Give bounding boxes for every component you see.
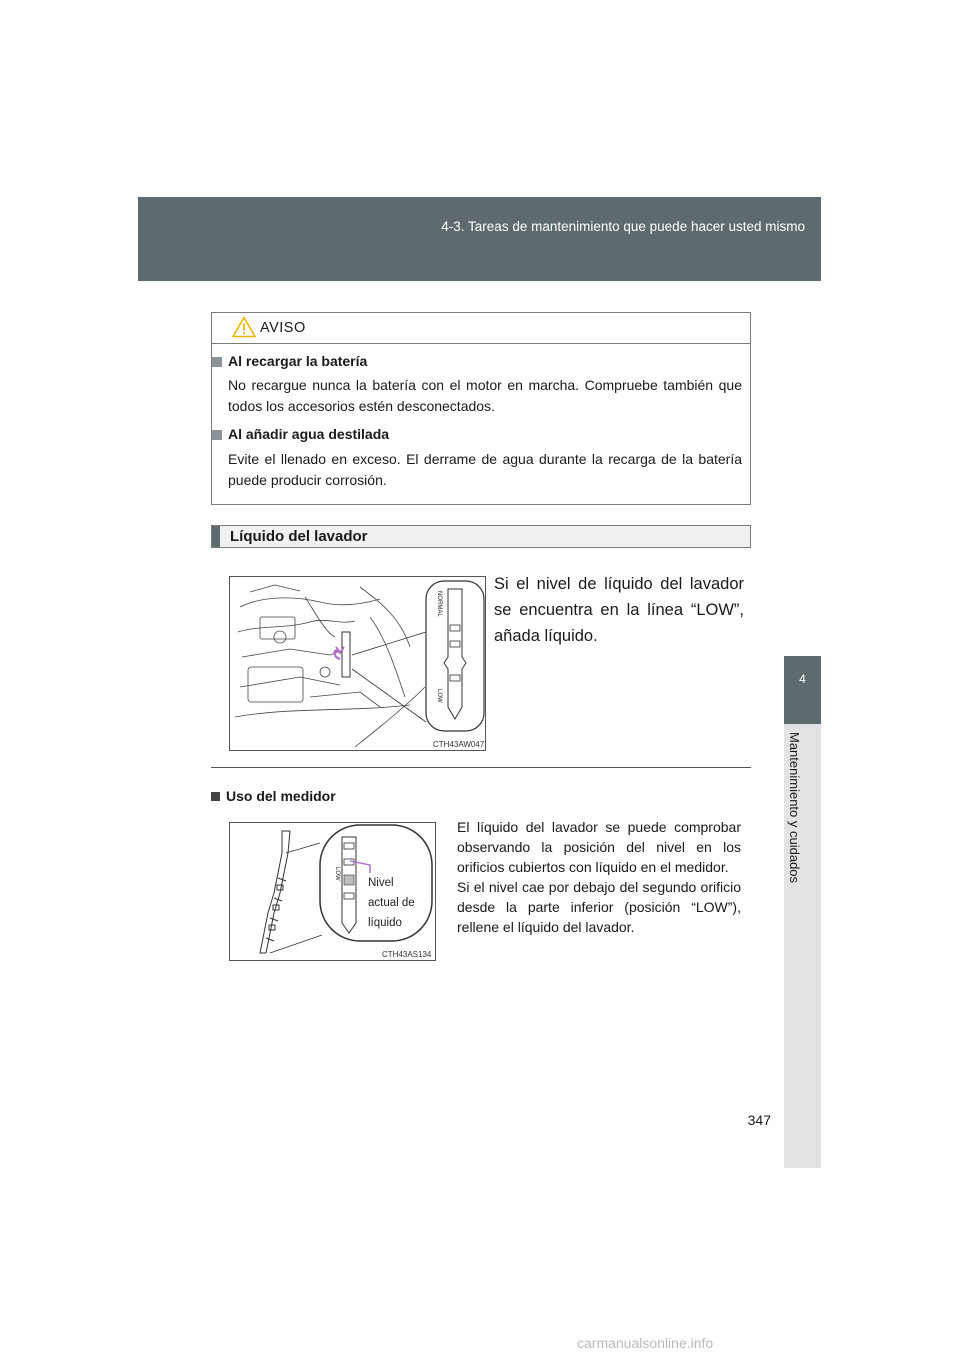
page-number: 347 [747,1112,771,1128]
gauge-level-label: Nivel actual de líquido [368,877,415,929]
figure-code: CTH43AS134 [382,950,432,959]
section-divider [211,767,751,768]
title-accent [212,526,220,547]
square-bullet-icon [212,430,222,440]
chapter-tab [784,656,821,724]
section-title: Líquido del lavador [230,528,368,545]
subsection-title: Uso del medidor [211,788,336,804]
figure-engine-bay [229,576,486,751]
watermark: carmanualsonline.info [577,1335,714,1351]
subsection-text [457,817,741,937]
square-bullet-icon [211,792,220,801]
subsection-paragraph-1: El líquido del lavador se puede comprobar observando la posición del nivel en los orificios cubiertos con líquido en el medidor. [457,819,741,875]
figure-code: CTH43AW047 [433,740,485,749]
figure-gauge [229,822,436,961]
chapter-header [138,197,821,281]
warning-text-1: No recargue nunca la batería con el motor en marcha. Compruebe también que todos los accesorios estén desconectados. [228,377,742,414]
warning-heading-2: Al añadir agua destilada [212,426,389,442]
section-intro: Si el nivel de líquido del lavador se encuentra en la línea “LOW”, añada líquido. [494,575,744,645]
subsection-paragraph-2: Si el nivel cae por debajo del segundo orificio desde la parte inferior (posición “LOW”), rellene el líquido del lavador. [457,879,741,935]
dipstick-low-label: LOW [436,689,442,703]
engine-bay-illustration [230,577,485,750]
warning-title: AVISO [260,320,306,336]
warning-triangle-icon [232,316,256,338]
chapter-number: 4 [799,672,806,686]
header-title: 4-3. Tareas de mantenimiento que puede hacer usted mismo [441,219,805,234]
warning-header [212,313,750,344]
chapter-tab-label: Mantenimiento y cuidados [787,732,802,884]
square-bullet-icon [212,357,222,367]
section-title-bar [211,525,751,548]
warning-text-2: Evite el llenado en exceso. El derrame de agua durante la recarga de la batería puede producir corrosión. [228,451,742,488]
gauge-low-label: LOW [334,867,340,881]
warning-heading-1: Al recargar la batería [212,353,367,369]
warning-box [211,312,751,505]
dipstick-normal-label: NORMAL [436,591,442,617]
